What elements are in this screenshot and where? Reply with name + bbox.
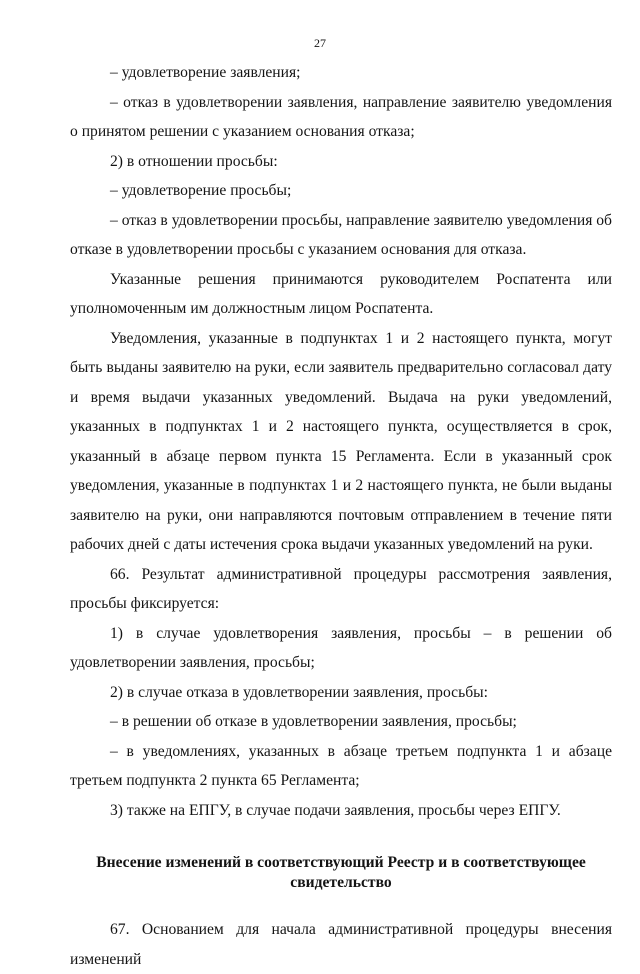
document-body <box>70 58 612 974</box>
section-heading-line: Внесение изменений в соответствующий Реестр и в соответствующее <box>96 854 586 871</box>
section-heading <box>70 853 612 893</box>
paragraph: Уведомления, указанные в подпунктах 1 и 2 настоящего пункта, могут быть выданы заявителю на руки, если заявитель предварительно согласовал дату и время выдачи указанных уведомлений. Выдача на руки уведомлений, указанных в подпунктах 1 и 2 настоящего пункта, осуществляется в срок, указанный в абзаце первом пункта 15 Регламента. Если в указанный срок уведомления, указанные в подпунктах 1 и 2 настоящего пункта, не были выданы заявителю на руки, они направляются почтовым отправлением в течение пяти рабочих дней с даты истечения срока выдачи указанных уведомлений на руки. <box>70 329 612 553</box>
paragraph: 67. Основанием для начала административной процедуры внесения изменений <box>70 921 612 968</box>
paragraph: – в уведомлениях, указанных в абзаце третьем подпункта 1 и абзаце третьем подпункта 2 пункта 65 Регламента; <box>70 742 612 789</box>
section-heading-line: свидетельство <box>290 874 392 891</box>
paragraph: – в решении об отказе в удовлетворении заявления, просьбы; <box>110 713 517 730</box>
paragraph: 2) в случае отказа в удовлетворении заявления, просьбы: <box>110 683 488 701</box>
paragraph: 2) в отношении просьбы: <box>110 152 278 170</box>
paragraph: – отказ в удовлетворении просьбы, направление заявителю уведомления об отказе в удовлетворении просьбы с указанием основания для отказа. <box>70 211 612 258</box>
paragraph: – удовлетворение заявления; <box>110 64 301 81</box>
paragraph: 66. Результат административной процедуры рассмотрения заявления, просьбы фиксируется: <box>70 565 612 612</box>
paragraph: – отказ в удовлетворении заявления, направление заявителю уведомления о принятом решении с указанием основания отказа; <box>70 93 612 140</box>
paragraph: Указанные решения принимаются руководителем Роспатента или уполномоченным им должностным лицом Роспатента. <box>70 270 612 317</box>
paragraph: 1) в случае удовлетворения заявления, просьбы – в решении об удовлетворении заявления, просьбы; <box>70 624 612 671</box>
page-number: 27 <box>314 36 326 50</box>
paragraph: 3) также на ЕПГУ, в случае подачи заявления, просьбы через ЕПГУ. <box>110 801 561 819</box>
paragraph: – удовлетворение просьбы; <box>110 182 292 199</box>
